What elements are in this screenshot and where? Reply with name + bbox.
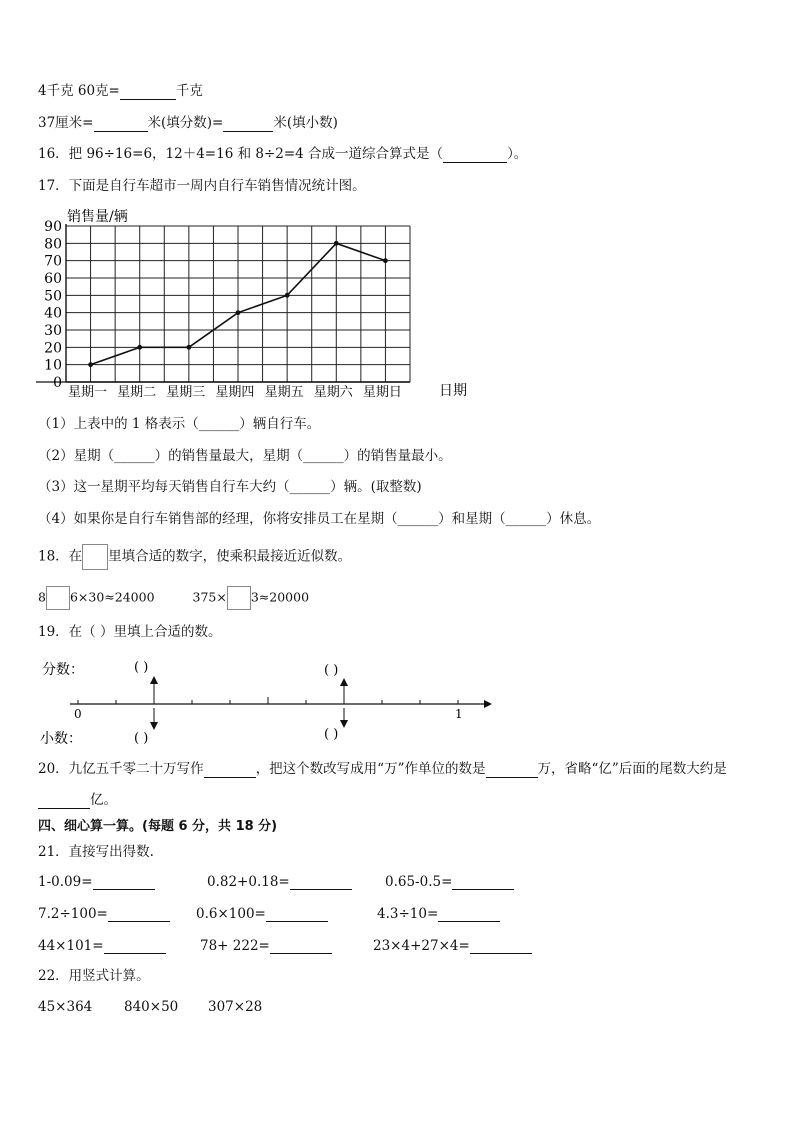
- q21-item: [373, 938, 532, 954]
- q18-text: 里填合适的数字，使乘积最接近近似数。: [108, 548, 352, 565]
- data-point: [285, 293, 290, 298]
- q22-item: 840×50: [124, 999, 179, 1015]
- q17-sub2: （2）星期（______）的销售量最大，星期（______）的销售量最小。: [38, 448, 452, 464]
- calc-text: 1-0.09=: [38, 874, 93, 890]
- tick-label-0: 0: [74, 707, 82, 721]
- q19-title: 19．在（ ）里填上合适的数。: [38, 624, 222, 640]
- q21-item: [207, 874, 352, 890]
- x-tick-label: 星期二: [117, 385, 157, 400]
- calc-text: 23×4+27×4=: [373, 938, 470, 954]
- answer-blank[interactable]: [438, 907, 500, 922]
- y-tick-label: 30: [44, 323, 62, 339]
- q20-line2: [38, 791, 117, 809]
- x-axis-label: 日期: [439, 383, 467, 399]
- digit-box[interactable]: [46, 586, 70, 610]
- fraction-paren-1[interactable]: ( ): [134, 660, 149, 675]
- q17-sub1: （1）上表中的 1 格表示（______）辆自行车。: [38, 416, 321, 432]
- q17-sub3: （3）这一星期平均每天销售自行车大约（______）辆。(取整数): [38, 479, 422, 495]
- q20-text: 亿。: [90, 792, 117, 808]
- answer-blank[interactable]: [93, 875, 155, 890]
- chart-grid: [36, 224, 410, 382]
- answer-blank[interactable]: [120, 85, 176, 100]
- q21-item: [38, 938, 166, 954]
- x-tick-label: 星期日: [362, 385, 402, 400]
- y-tick-label: 80: [44, 236, 62, 253]
- calc-text: 4.3÷10=: [377, 906, 439, 922]
- q22-item: 307×28: [208, 999, 263, 1015]
- y-tick-label: 90: [44, 219, 62, 235]
- answer-blank[interactable]: [470, 939, 532, 954]
- answer-blank[interactable]: [452, 875, 514, 890]
- q15-text: 米(填分数)=: [147, 115, 224, 131]
- q17-sub4: （4）如果你是自行车销售部的经理，你将安排员工在星期（______）和星期（______）休息。: [38, 511, 601, 527]
- q21-item: [38, 906, 170, 922]
- x-tick-label: 星期六: [313, 385, 353, 400]
- answer-blank[interactable]: [266, 907, 328, 922]
- answer-blank[interactable]: [270, 939, 332, 954]
- answer-blank[interactable]: [290, 875, 352, 890]
- data-point: [88, 362, 93, 367]
- number-line: [38, 652, 498, 752]
- calc-text: 7.2÷100=: [38, 906, 108, 922]
- q21-item: [385, 874, 514, 890]
- q20-text: 20．九亿五千零二十万写作: [38, 761, 204, 777]
- section-4-title: 四、细心算一算。(每题 6 分，共 18 分): [38, 819, 278, 834]
- y-tick-label: 70: [44, 253, 62, 270]
- y-tick-label: 50: [44, 288, 62, 305]
- y-tick-label: 0: [53, 375, 62, 391]
- q17-title: 17．下面是自行车超市一周内自行车销售情况统计图。: [38, 178, 366, 194]
- x-tick-label: 星期五: [264, 385, 304, 400]
- answer-blank[interactable]: [38, 794, 90, 809]
- q15-line1: [38, 82, 203, 100]
- answer-blank[interactable]: [108, 907, 170, 922]
- q22-title: 22．用竖式计算。: [38, 968, 150, 984]
- data-point: [383, 258, 388, 263]
- q16-text: ）。: [507, 146, 528, 162]
- q15-text: 37厘米=: [38, 115, 94, 131]
- q15-text: 4千克 60克=: [38, 83, 120, 99]
- y-tick-label: 10: [44, 357, 62, 374]
- q18: [38, 544, 351, 570]
- y-tick-label: 60: [44, 271, 62, 287]
- q21-item: [200, 938, 332, 954]
- digit-box[interactable]: [227, 586, 251, 610]
- y-tick-label: 20: [44, 340, 62, 357]
- q15-text: 米(填小数): [273, 115, 338, 131]
- data-point: [137, 345, 142, 350]
- q15-unit: 千克: [175, 83, 203, 99]
- x-tick-labels: [68, 385, 402, 400]
- q21-title: 21．直接写出得数.: [38, 844, 154, 860]
- q21-item: [196, 906, 328, 922]
- decimal-label: 小数：: [40, 731, 82, 747]
- calc-text: 78+ 222=: [200, 938, 270, 954]
- y-tick-labels: [44, 219, 62, 391]
- expr-text: 375×: [192, 589, 227, 605]
- q20-text: ，把这个数改写成用“万”作单位的数是: [255, 761, 486, 777]
- calc-text: 44×101=: [38, 938, 104, 954]
- sales-line-chart: [36, 204, 476, 400]
- answer-blank[interactable]: [94, 117, 148, 132]
- decimal-paren-2[interactable]: ( ): [324, 727, 339, 742]
- calc-text: 0.6×100=: [196, 906, 266, 922]
- expr-text: 8: [38, 589, 46, 605]
- calc-text: 0.82+0.18=: [207, 874, 290, 890]
- data-point: [186, 345, 191, 350]
- answer-blank[interactable]: [223, 117, 273, 132]
- decimal-paren-1[interactable]: ( ): [134, 731, 149, 746]
- answer-blank[interactable]: [486, 763, 538, 778]
- q18-exprs: [38, 586, 309, 610]
- x-tick-label: 星期四: [215, 385, 255, 400]
- fraction-paren-2[interactable]: ( ): [324, 663, 339, 678]
- fraction-label: 分数：: [42, 662, 84, 678]
- tick-label-1: 1: [455, 707, 463, 721]
- q20-line1: [38, 760, 727, 778]
- q20-text: 万，省略“亿”后面的尾数大约是: [537, 761, 727, 777]
- x-tick-label: 星期一: [68, 385, 108, 400]
- expr-text: 3≈20000: [250, 589, 310, 605]
- calc-text: 0.65-0.5=: [385, 874, 453, 890]
- example-box: [82, 544, 108, 570]
- q16: [38, 145, 527, 163]
- answer-blank[interactable]: [204, 763, 256, 778]
- q15-line2: [38, 114, 338, 132]
- data-point: [334, 241, 339, 246]
- y-tick-label: 40: [44, 305, 62, 322]
- q18-text: 18．在: [38, 548, 83, 565]
- answer-blank[interactable]: [104, 939, 166, 954]
- answer-blank[interactable]: [443, 148, 507, 163]
- y-axis-label: 销售量/辆: [67, 209, 128, 225]
- q22-item: 45×364: [38, 999, 93, 1015]
- q16-text: 16．把 96÷16=6，12＋4=16 和 8÷2=4 合成一道综合算式是（: [38, 146, 444, 162]
- data-point: [236, 310, 241, 315]
- q21-item: [38, 874, 155, 890]
- q21-item: [377, 906, 500, 922]
- expr-text: 6×30≈24000: [69, 589, 155, 605]
- x-tick-label: 星期三: [166, 385, 206, 400]
